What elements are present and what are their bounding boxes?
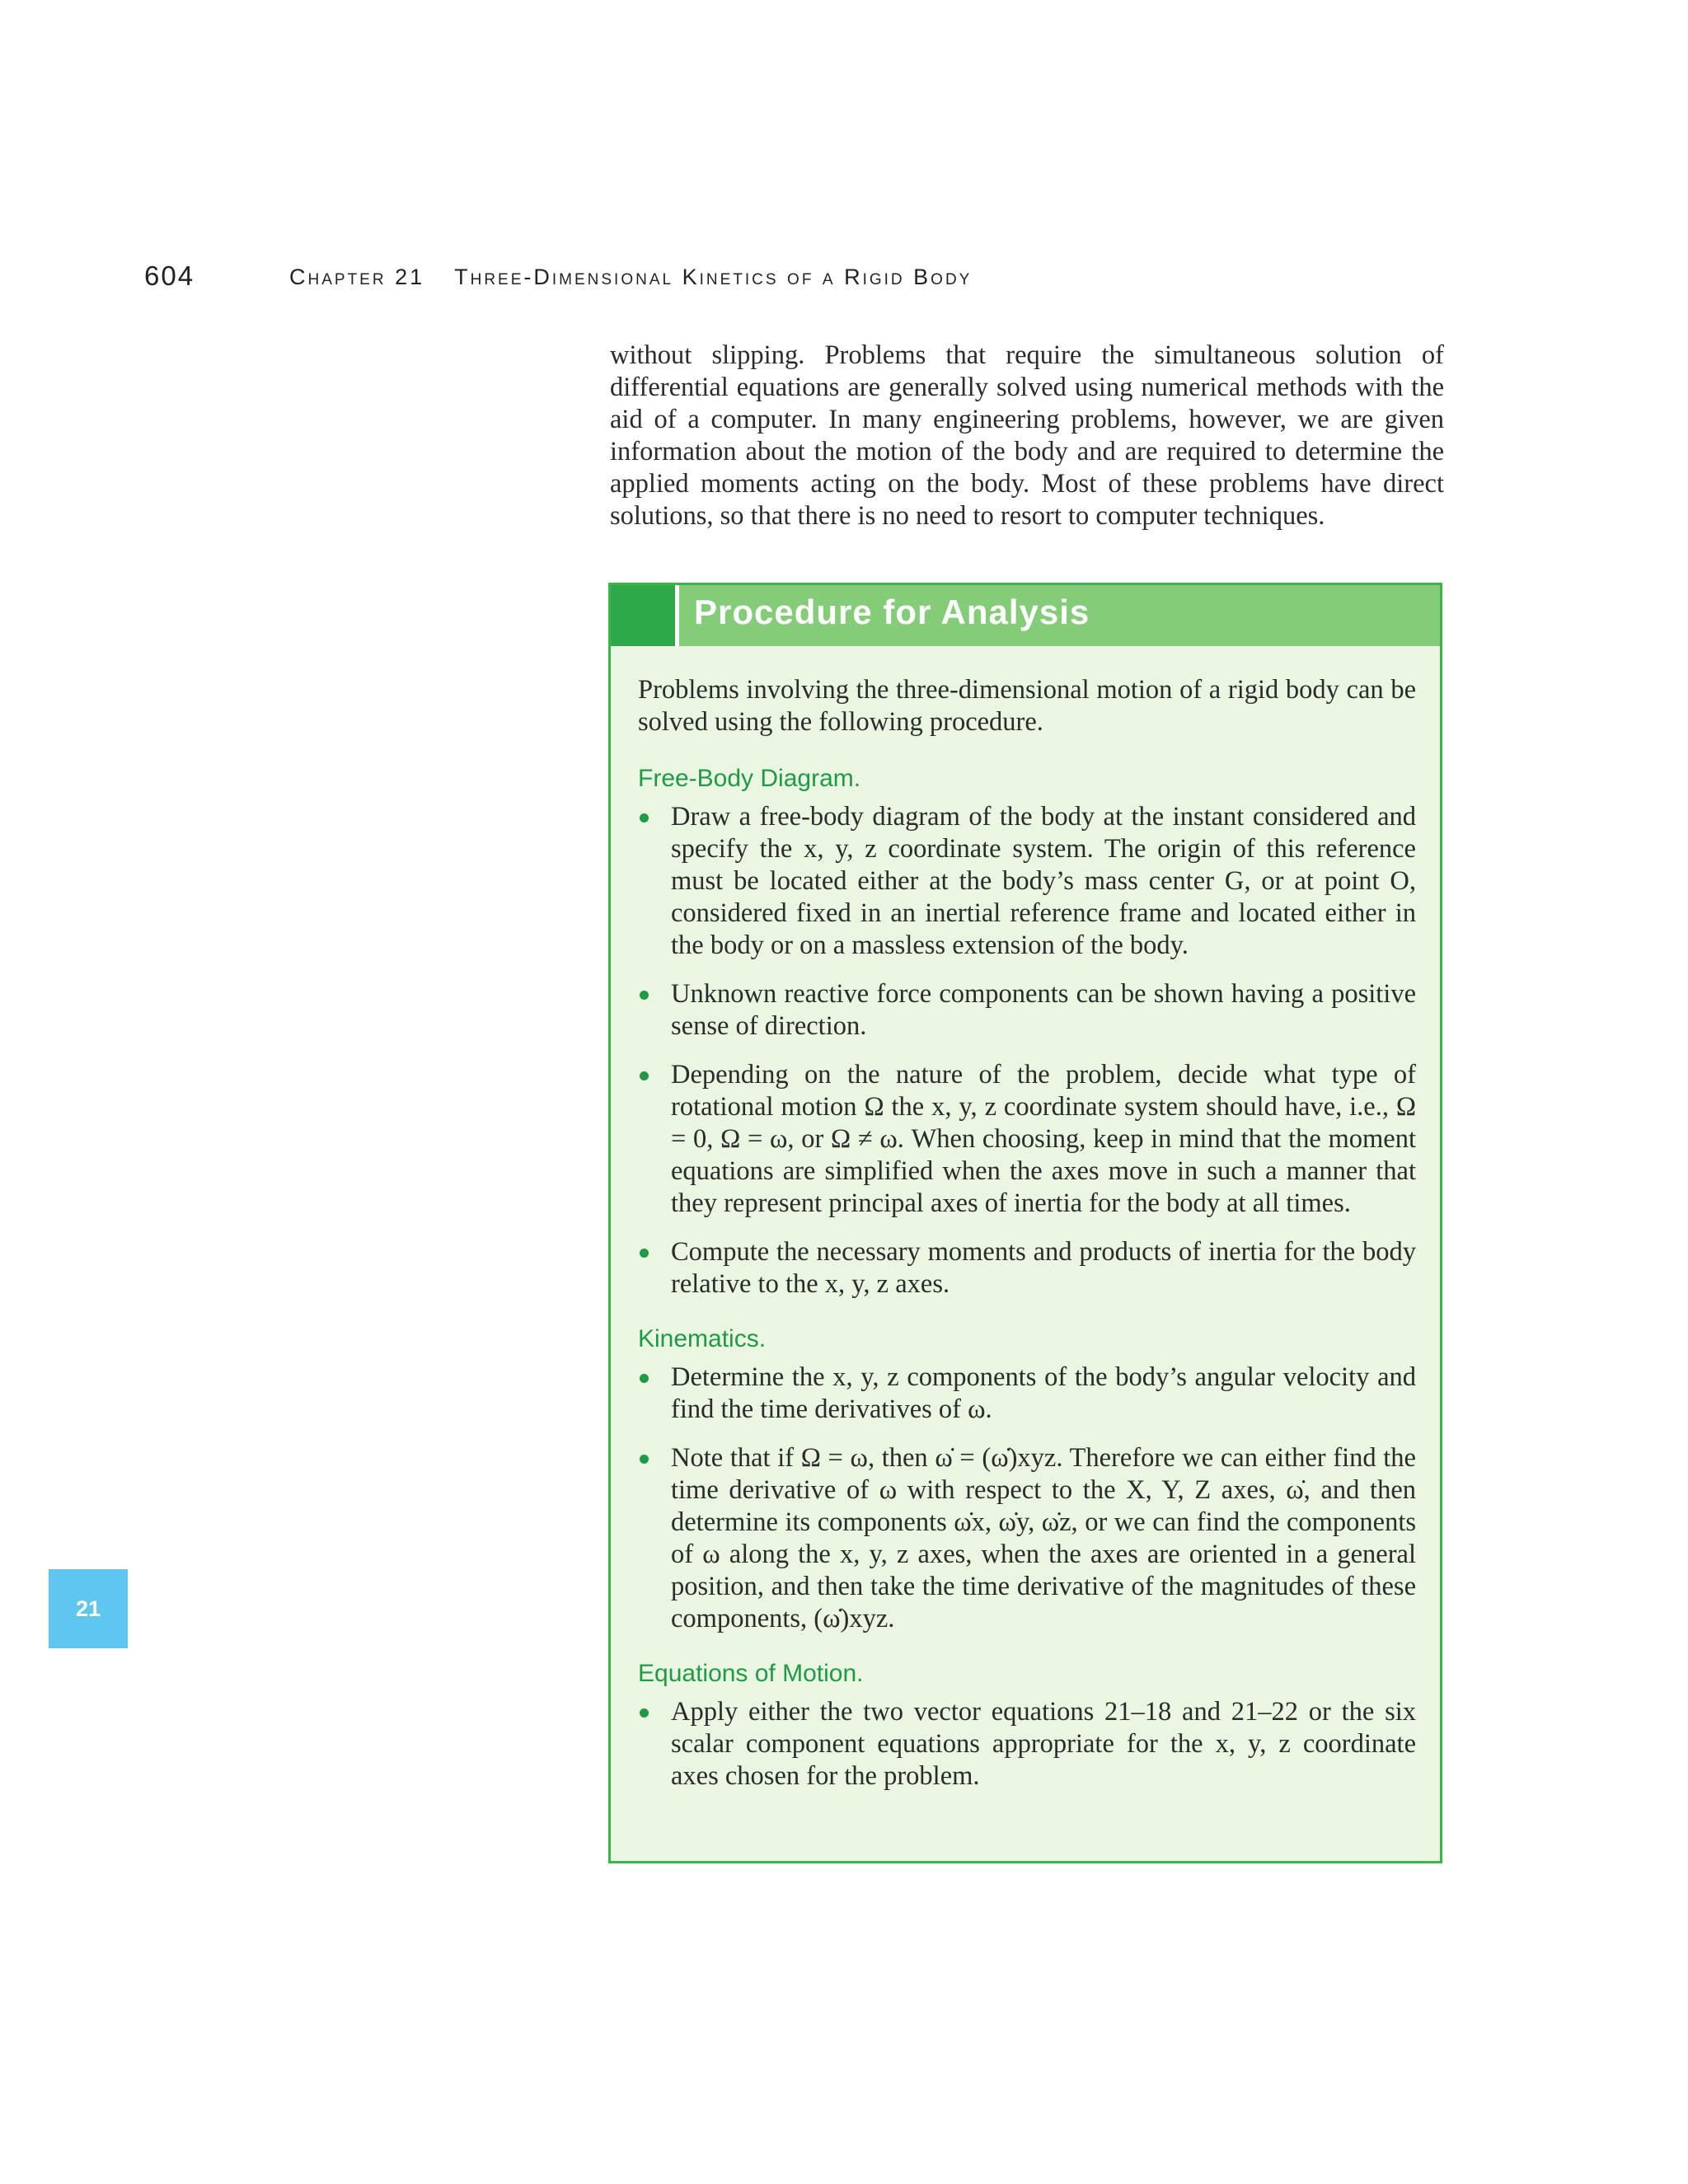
list-item-text: Compute the necessary moments and products of inertia for the body relative to the x, y, z axes. <box>671 1237 1416 1299</box>
list-item-text: Determine the x, y, z components of the body’s angular velocity and find the time derivatives of ω. <box>671 1362 1416 1424</box>
list-item <box>638 978 1416 1043</box>
chapter-title: Three-Dimensional Kinetics of a Rigid Body <box>454 265 973 289</box>
section-heading-equations-of-motion: Equations of Motion. <box>638 1660 864 1687</box>
page-number: 604 <box>144 260 195 291</box>
chapter-thumb-tab: 21 <box>49 1569 128 1648</box>
procedure-lead: Problems involving the three-dimensional motion of a rigid body can be solved using the following procedure. <box>638 675 1416 737</box>
bullet-icon <box>640 1249 649 1258</box>
procedure-header <box>611 585 1440 646</box>
bullet-icon <box>640 1708 649 1718</box>
bullet-icon <box>640 1374 649 1383</box>
header-accent-block <box>611 585 675 646</box>
kinematics-list <box>638 1361 1416 1635</box>
list-item <box>638 1696 1416 1793</box>
section-heading-kinematics: Kinematics. <box>638 1325 767 1352</box>
list-item <box>638 1236 1416 1301</box>
list-item-text: Apply either the two vector equations 21–18 and 21–22 or the six scalar component equations appropriate for the x, y, z coordinate axes chosen for the problem. <box>671 1697 1416 1791</box>
list-item-text: Unknown reactive force components can be shown having a positive sense of direction. <box>671 979 1416 1041</box>
equations-of-motion-list <box>638 1696 1416 1793</box>
procedure-content <box>638 674 1416 1816</box>
list-item-text: Depending on the nature of the problem, decide what type of rotational motion Ω the x, y, z coordinate system should have, i.e., Ω = 0, Ω = ω, or Ω ≠ ω. When choosing, keep in mind that the moment equations are simplified when the axes move in such a manner that they represent principal axes of inertia for the body at all times. <box>671 1060 1416 1218</box>
list-item <box>638 1059 1416 1220</box>
list-item <box>638 1361 1416 1426</box>
free-body-diagram-list <box>638 801 1416 1301</box>
list-item <box>638 801 1416 962</box>
running-head <box>289 265 972 290</box>
bullet-icon <box>640 991 649 1000</box>
chapter-label: Chapter 21 <box>289 265 425 289</box>
header-separator <box>675 585 679 646</box>
list-item-text: Draw a free-body diagram of the body at the instant considered and specify the x, y, z coordinate system. The origin of this reference must be located either at the body’s mass center G, or at point O, considered fixed in an inertial reference frame and located either in the body or on a massless extension of the body. <box>671 802 1416 960</box>
list-item-text: Note that if Ω = ω, then ω̇ = (ω̇)xyz. Therefore we can either find the time derivative of ω with respect to the X, Y, Z axes, ω̇, and then determine its components ω̇x, ω̇y, ω̇z, or we can find the components of ω along the x, y, z axes, when the axes are oriented in a general position, and then take the time derivative of the magnitudes of these components, (ω̇)xyz. <box>671 1443 1416 1633</box>
procedure-box <box>608 583 1442 1863</box>
bullet-icon <box>640 1455 649 1464</box>
procedure-title: Procedure for Analysis <box>694 593 1090 631</box>
bullet-icon <box>640 813 649 823</box>
intro-paragraph: without slipping. Problems that require the simultaneous solution of differential equations are generally solved using numerical methods with the aid of a computer. In many engineering problems, however, we are given information about the motion of the body and are required to determine the applied moments acting on the body. Most of these problems have direct solutions, so that there is no need to resort to computer techniques. <box>610 340 1444 531</box>
section-heading-free-body-diagram: Free-Body Diagram. <box>638 765 861 792</box>
bullet-icon <box>640 1071 649 1080</box>
list-item <box>638 1442 1416 1635</box>
